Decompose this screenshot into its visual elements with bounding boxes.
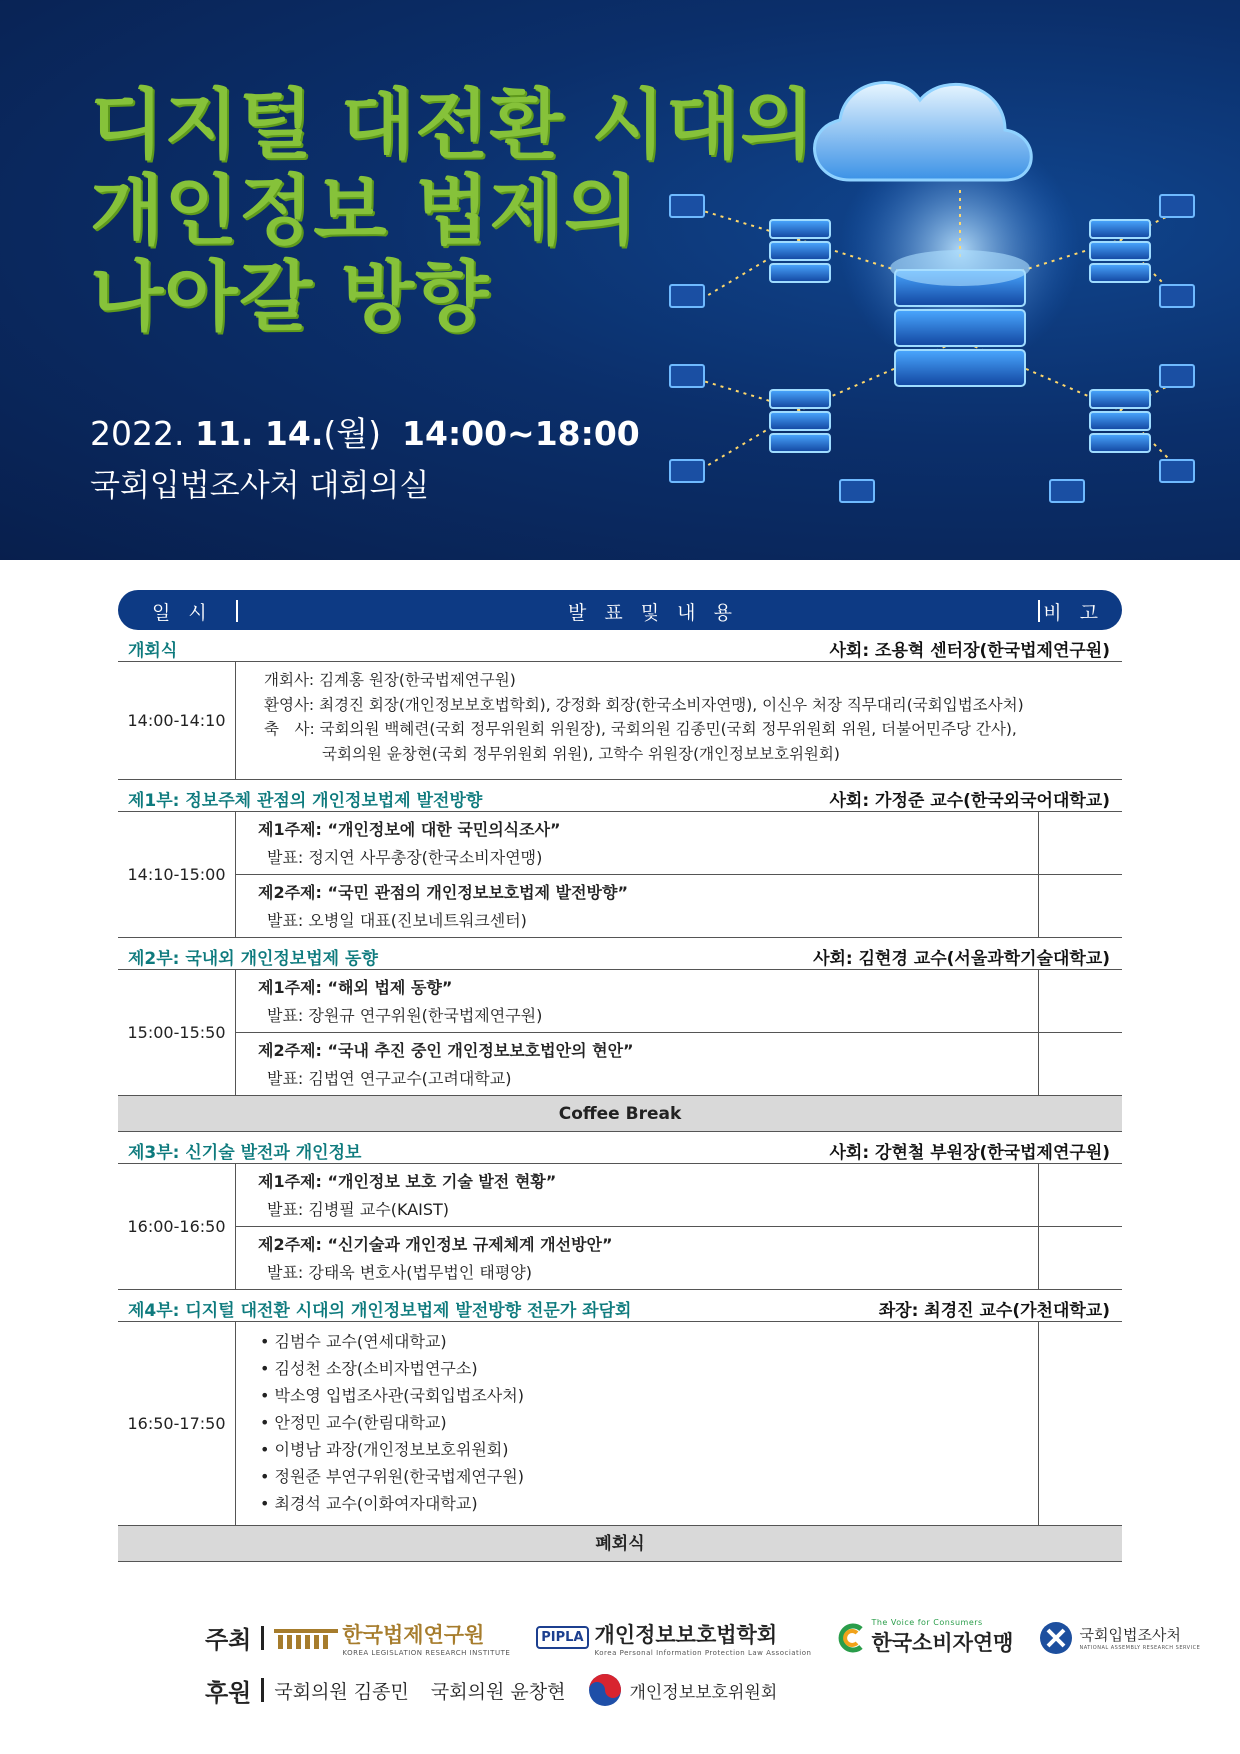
coffee-break: Coffee Break [118,1096,1122,1132]
note-cell [1038,1322,1122,1525]
hero-banner [0,0,1240,560]
topic-row [236,812,1122,874]
title-line-2: 개인정보 법제의 [90,166,639,255]
part2-content [236,970,1122,1095]
time-cell: 14:10-15:00 [118,812,236,937]
central-server-icon [890,250,1030,386]
nars-sub: NATIONAL ASSEMBLY RESEARCH SERVICE [1079,1645,1201,1651]
part3-content [236,1164,1122,1289]
logo-klri [274,1619,510,1657]
label-divider [261,1626,264,1650]
date-day: 11. 14. [194,414,324,453]
pipla-abbr: PIPLA [536,1626,588,1649]
panelist-item: • 최경석 교수(이화여자대학교) [260,1494,478,1513]
topic-row [236,970,1122,1032]
event-venue: 국회입법조사처 대회의실 [90,468,430,504]
note-cell [1038,875,1122,937]
section-title: 개회식 [128,641,178,661]
logo-consumer-federation [837,1618,1013,1657]
host-label: 주최 [205,1626,252,1654]
part1-content [236,812,1122,937]
section-chair: 사회: 가정준 교수(한국외국어대학교) [829,791,1110,811]
topic-row [236,1164,1122,1226]
panelist-item: • 정원준 부연구위원(한국법제연구원) [260,1467,524,1486]
section-title: 제3부: 신기술 발전과 개인정보 [128,1143,362,1163]
topic-presenter: 발표: 김병필 교수(KAIST) [267,1200,450,1219]
date-year: 2022. [90,414,195,453]
topic-presenter: 발표: 장원규 연구위원(한국법제연구원) [267,1006,543,1025]
time-cell: 15:00-15:50 [118,970,236,1095]
topic-title: 제2주제: “국민 관점의 개인정보보호법제 발전방향” [258,883,628,902]
part1-block [118,812,1122,938]
panelist-item: • 박소영 입법조사관(국회입법조사처) [260,1386,524,1405]
pipc-name: 개인정보보호위원회 [629,1682,778,1703]
klri-name: 한국법제연구원 [342,1622,485,1647]
pipla-sub: Korea Personal Information Protection Law Association [594,1648,812,1657]
section-part1 [118,780,1122,812]
opening-line: 개회사: 김계홍 원장(한국법제연구원) [264,671,516,689]
nars-name: 국회입법조사처 [1079,1626,1181,1644]
consumer-federation-icon [837,1623,867,1653]
opening-line: 축 사: 국회의원 백혜련(국회 정무위원회 위원장), 국회의원 김종민(국회 정무위원회 위원, 더불어민주당 간사), [264,720,1017,738]
time-cell: 16:00-16:50 [118,1164,236,1289]
topic-title: 제2주제: “국내 추진 중인 개인정보보호법안의 현안” [258,1041,634,1060]
consumer-tagline: The Voice for Consumers [871,1618,983,1627]
panelist-item: • 김성천 소장(소비자법연구소) [260,1359,478,1378]
cloud-server-illustration [660,40,1200,540]
schedule-table [118,590,1122,1562]
topic-title: 제1주제: “개인정보 보호 기술 발전 현황” [258,1172,557,1191]
part3-block [118,1164,1122,1290]
topic-presenter: 발표: 정지연 사무총장(한국소비자연맹) [267,848,543,867]
section-opening [118,630,1122,662]
section-chair: 사회: 김현경 교수(서울과학기술대학교) [813,949,1110,969]
section-part2 [118,938,1122,970]
section-title: 제1부: 정보주체 관점의 개인정보법제 발전방향 [128,791,483,811]
hosts-row [205,1618,1226,1657]
part2-block [118,970,1122,1096]
opening-block [118,662,1122,780]
pipla-name: 개인정보보호법학회 [594,1622,778,1647]
opening-content [236,662,1122,779]
schedule-header [118,590,1122,630]
section-title: 제2부: 국내외 개인정보법제 동향 [128,949,378,969]
time-cell: 14:00-14:10 [118,662,236,779]
header-content: 발 표 및 내 용 [568,602,738,624]
nars-emblem-icon [1039,1621,1073,1655]
panelist-item: • 김범수 교수(연세대학교) [260,1332,447,1351]
label-divider [261,1678,264,1702]
title-line-3: 나아갈 방향 [90,252,490,341]
opening-line: 국회의원 윤창현(국회 정무위원회 위원), 고학수 위원장(개인정보보호위원회) [322,744,840,763]
klri-sub: KOREA LEGISLATION RESEARCH INSTITUTE [342,1648,511,1657]
section-part4 [118,1290,1122,1322]
topic-title: 제1주제: “개인정보에 대한 국민의식조사” [258,820,561,839]
topic-presenter: 발표: 오병일 대표(진보네트워크센터) [267,911,527,930]
panelist-item: • 안정민 교수(한림대학교) [260,1413,447,1432]
panelist-item: • 이병남 과장(개인정보보호위원회) [260,1440,509,1459]
consumer-name: 한국소비자연맹 [871,1631,1014,1655]
note-cell [1038,1033,1122,1095]
sponsor-name: 국회의원 김종민 [274,1680,409,1703]
topic-presenter: 발표: 김법연 연구교수(고려대학교) [267,1069,512,1088]
topic-row [236,874,1122,937]
event-time: 14:00~18:00 [402,414,640,453]
logo-nars [1039,1621,1200,1655]
topic-presenter: 발표: 강태욱 변호사(법무법인 태평양) [267,1263,532,1282]
part4-block [118,1322,1122,1526]
logo-pipc [587,1672,777,1708]
section-chair: 사회: 강현철 부원장(한국법제연구원) [829,1143,1110,1163]
header-note: 비 고 [1043,602,1104,624]
sponsor-label: 후원 [205,1678,252,1707]
taegeuk-emblem-icon [587,1672,623,1708]
header-date: 일 시 [152,602,213,624]
section-part3 [118,1132,1122,1164]
header-divider [1038,600,1040,622]
sponsors-row [205,1672,803,1708]
sponsor-name: 국회의원 윤창현 [430,1680,566,1703]
time-cell: 16:50-17:50 [118,1322,236,1525]
title-line-1: 디지털 대전환 시대의 [90,80,815,169]
panelist-list [236,1322,1038,1525]
topic-row [236,1032,1122,1095]
cloud-icon [815,83,1032,180]
opening-line: 환영사: 최경진 회장(개인정보보호법학회), 강정화 회장(한국소비자연맹), 이신우 처장 직무대리(국회입법조사처) [264,695,1024,714]
event-date [90,408,640,455]
note-cell [1038,970,1122,1032]
note-cell [1038,812,1122,874]
logo-pipla [536,1619,811,1657]
topic-title: 제1주제: “해외 법제 동향” [258,978,453,997]
note-cell [1038,1164,1122,1226]
section-title: 제4부: 디지털 대전환 시대의 개인정보법제 발전방향 전문가 좌담회 [128,1301,632,1321]
klri-bars-icon [274,1627,338,1649]
section-chair: 좌장: 최경진 교수(가천대학교) [878,1301,1110,1321]
header-divider [236,600,238,622]
closing-ceremony: 폐회식 [118,1526,1122,1562]
topic-title: 제2주제: “신기술과 개인정보 규제체계 개선방안” [258,1235,613,1254]
section-chair: 사회: 조용혁 센터장(한국법제연구원) [829,641,1110,661]
date-weekday: (월) [323,414,382,453]
note-cell [1038,1227,1122,1289]
topic-row [236,1226,1122,1289]
